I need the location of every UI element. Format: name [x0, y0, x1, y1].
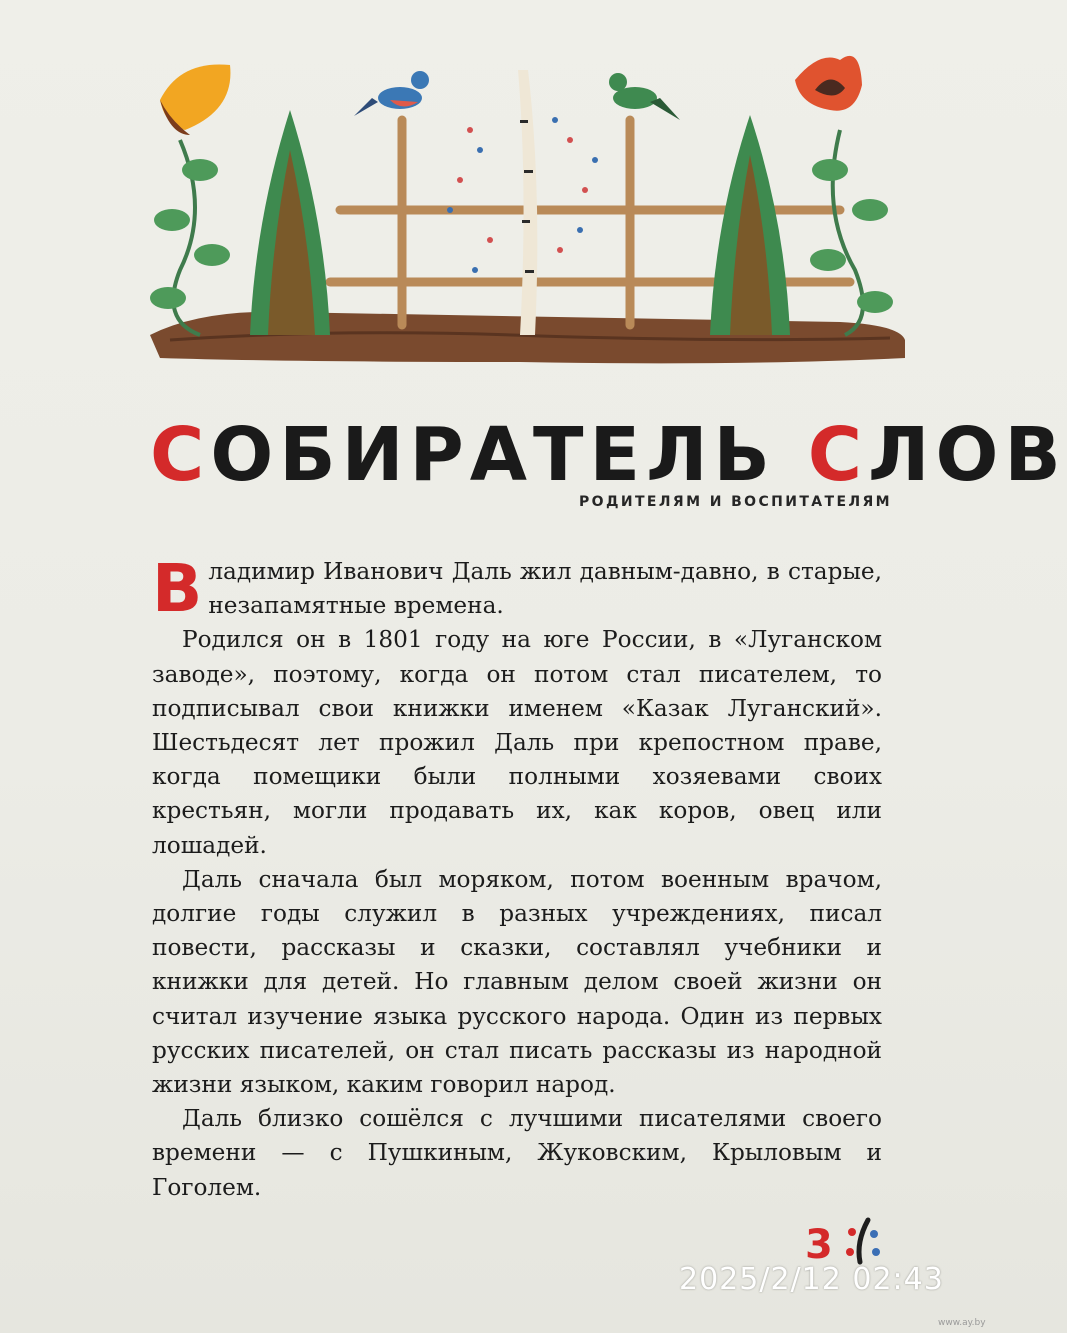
- article-body: [152, 550, 882, 1205]
- right-bird: [609, 73, 680, 120]
- left-bird: [354, 71, 429, 116]
- paragraph-4: Даль близко сошёлся с лучшими писателями своего времени — с Пушкиным, Жуковским, Крыловым и Гоголем.: [152, 1105, 882, 1201]
- birch-tree: [447, 70, 598, 335]
- photo-timestamp: 2025/2/12 02:43: [679, 1262, 944, 1297]
- flower-ornament-icon: [838, 1212, 888, 1268]
- title-word-2: ЛОВ: [868, 412, 1067, 498]
- paragraph-1: [152, 550, 882, 627]
- paragraph-1-text: ладимир Иванович Даль жил давным-давно, в старые, незапамятные времена.: [208, 558, 882, 620]
- right-flower: [795, 56, 893, 335]
- drop-cap: В: [152, 550, 203, 627]
- title-word-1: ОБИРАТЕЛЬ: [210, 412, 808, 498]
- page-number: 3: [805, 1222, 833, 1268]
- paragraph-3: Даль сначала был моряком, потом военным врачом, долгие годы служил в разных учреждениях, писал повести, рассказы и сказки, составлял учебники и книжки для детей. Но главным делом своей жизни он считал изучение языка русского народа. Один из первых русских писателей, он стал писать рассказы из народной жизни языком, каким говорил народ.: [152, 865, 882, 1099]
- left-flower: [150, 64, 230, 335]
- right-pine-tree: [710, 115, 790, 335]
- title-initial-2: С: [807, 412, 869, 498]
- title-initial-1: С: [150, 412, 211, 498]
- watermark: www.ay.by: [938, 1318, 986, 1328]
- subtitle: РОДИТЕЛЯМ И ВОСПИТАТЕЛЯМ: [579, 494, 892, 510]
- page-title: [150, 412, 1067, 498]
- paragraph-2: Родился он в 1801 году на юге России, в «Луганском заводе», поэтому, когда он потом стал писателем, то подписывал свои книжки именем «Казак Луганский». Шестьдесят лет прожил Даль при крепостном праве, когда помещики были полными хозяевами своих крестьян, могли продавать их, как коров, овец или лошадей.: [152, 626, 882, 859]
- header-illustration: [140, 40, 910, 370]
- left-pine-tree: [250, 110, 330, 335]
